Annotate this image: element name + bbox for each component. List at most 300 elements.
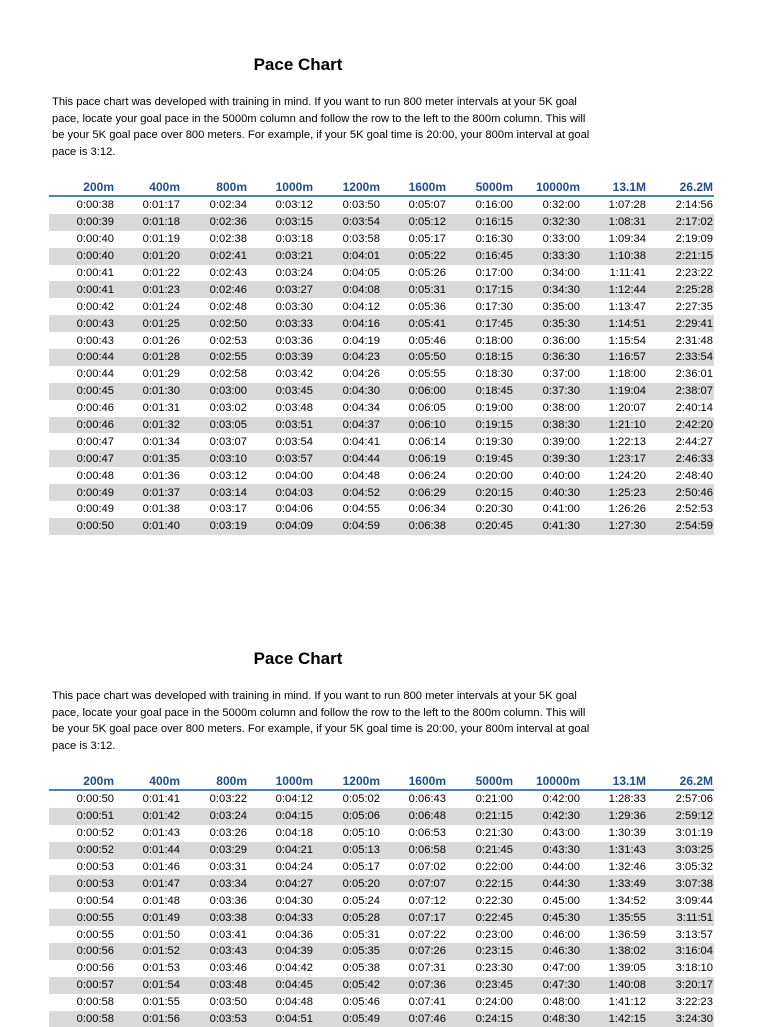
table-cell: 2:33:54 <box>647 349 714 366</box>
table-cell: 0:41:30 <box>514 518 581 535</box>
table-cell: 0:24:00 <box>475 996 513 1009</box>
table-cell: 0:04:39 <box>248 943 314 960</box>
table-cell: 1:28:33 <box>608 793 646 806</box>
table-cell: 0:21:30 <box>475 827 513 840</box>
table-cell: 0:37:30 <box>514 383 581 400</box>
table-cell: 0:01:38 <box>142 503 180 516</box>
table-cell: 0:05:20 <box>314 875 381 892</box>
table-cell: 0:01:44 <box>115 842 181 859</box>
table-cell: 0:19:00 <box>475 402 513 415</box>
table-cell: 0:04:06 <box>275 503 313 516</box>
table-row <box>49 943 714 960</box>
table-cell: 0:03:24 <box>181 808 248 825</box>
table-cell: 0:04:19 <box>342 334 380 347</box>
table-cell: 0:38:00 <box>542 402 580 415</box>
table-cell: 0:04:30 <box>275 894 313 907</box>
column-header: 1600m <box>381 773 447 790</box>
table-cell: 0:44:30 <box>514 875 581 892</box>
column-header: 400m <box>115 179 181 196</box>
table-cell: 0:02:58 <box>209 368 247 381</box>
table-row <box>49 484 714 501</box>
intro-line: pace is 3:12. <box>52 740 116 753</box>
table-cell: 0:05:07 <box>408 199 446 212</box>
intro-line: be your 5K goal pace over 800 meters. For example, if your 5K goal time is 20:00, your 800m interval at goal <box>52 723 590 736</box>
table-cell: 0:03:14 <box>181 484 248 501</box>
table-cell: 0:03:57 <box>248 450 314 467</box>
table-cell: 0:04:27 <box>248 875 314 892</box>
table-cell: 0:05:22 <box>381 248 447 265</box>
table-cell: 0:04:48 <box>275 996 313 1009</box>
table-cell: 1:30:39 <box>608 827 646 840</box>
table-cell: 1:19:04 <box>581 383 647 400</box>
table-row <box>49 909 714 926</box>
table-cell: 0:04:08 <box>314 281 381 298</box>
table-row <box>49 383 714 400</box>
column-header: 5000m <box>447 179 514 196</box>
table-cell: 3:11:51 <box>647 909 714 926</box>
table-cell: 0:02:55 <box>181 349 248 366</box>
column-header: 1200m <box>314 179 381 196</box>
table-cell: 0:20:30 <box>475 503 513 516</box>
table-cell: 2:23:22 <box>675 267 713 279</box>
table-cell: 0:04:36 <box>275 928 313 941</box>
table-cell: 0:00:55 <box>49 909 115 926</box>
table-cell: 2:57:06 <box>675 793 713 806</box>
table-cell: 0:32:00 <box>542 199 580 212</box>
table-cell: 0:01:24 <box>142 300 180 313</box>
table-cell: 0:22:15 <box>447 875 514 892</box>
table-cell: 0:04:23 <box>314 349 381 366</box>
table-cell: 1:18:00 <box>608 368 646 381</box>
table-cell: 0:04:15 <box>248 808 314 825</box>
table-cell: 0:03:18 <box>275 233 313 246</box>
table-cell: 0:37:00 <box>542 368 580 381</box>
table-cell: 0:03:45 <box>248 383 314 400</box>
table-row <box>49 281 714 298</box>
table-cell: 0:01:37 <box>115 484 181 501</box>
intro-line: pace is 3:12. <box>52 146 116 159</box>
table-cell: 0:01:43 <box>142 827 180 840</box>
table-cell: 0:02:46 <box>181 281 248 298</box>
table-cell: 0:03:00 <box>181 383 248 400</box>
table-row <box>49 875 714 892</box>
table-cell: 3:22:23 <box>675 996 713 1009</box>
table-cell: 0:04:21 <box>248 842 314 859</box>
column-header: 1200m <box>314 773 381 790</box>
table-row <box>49 265 714 282</box>
table-cell: 0:00:41 <box>76 267 114 279</box>
table-cell: 3:20:17 <box>647 977 714 994</box>
table-cell: 0:04:34 <box>342 402 380 415</box>
table-cell: 0:02:38 <box>209 233 247 246</box>
table-cell: 0:06:53 <box>408 827 446 840</box>
table-cell: 0:03:41 <box>209 928 247 941</box>
table-cell: 0:33:30 <box>514 248 581 265</box>
table-cell: 0:05:41 <box>381 315 447 332</box>
table-cell: 0:06:43 <box>408 793 446 806</box>
table-cell: 0:06:34 <box>408 503 446 516</box>
table-cell: 0:04:59 <box>314 518 381 535</box>
pace-table <box>49 179 714 535</box>
table-cell: 0:01:52 <box>115 943 181 960</box>
table-cell: 0:17:45 <box>447 315 514 332</box>
table-cell: 0:00:41 <box>49 281 115 298</box>
column-header: 1000m <box>248 773 314 790</box>
table-cell: 0:00:57 <box>49 977 115 994</box>
table-cell: 1:23:17 <box>581 450 647 467</box>
table-cell: 0:04:03 <box>248 484 314 501</box>
table-cell: 3:24:30 <box>647 1011 714 1027</box>
table-cell: 1:24:20 <box>608 469 646 482</box>
table-cell: 0:01:50 <box>142 928 180 941</box>
table-row <box>49 825 714 842</box>
table-row <box>49 859 714 876</box>
table-cell: 2:21:15 <box>647 248 714 265</box>
table-row <box>49 349 714 366</box>
table-cell: 0:05:13 <box>314 842 381 859</box>
table-cell: 1:35:55 <box>581 909 647 926</box>
table-cell: 0:45:30 <box>514 909 581 926</box>
table-cell: 1:36:59 <box>608 928 646 941</box>
table-cell: 0:40:30 <box>514 484 581 501</box>
table-cell: 0:05:55 <box>408 368 446 381</box>
table-cell: 1:12:44 <box>581 281 647 298</box>
table-cell: 2:52:53 <box>675 503 713 516</box>
table-cell: 0:05:49 <box>314 1011 381 1027</box>
table-cell: 0:04:37 <box>314 417 381 434</box>
table-cell: 0:03:24 <box>275 267 313 279</box>
table-cell: 0:16:45 <box>447 248 514 265</box>
table-cell: 0:02:36 <box>181 214 248 231</box>
page-title: Pace Chart <box>253 649 343 668</box>
table-cell: 0:01:40 <box>115 518 181 535</box>
table-cell: 1:25:23 <box>581 484 647 501</box>
table-cell: 0:01:34 <box>142 435 180 448</box>
table-cell: 0:44:00 <box>542 861 580 873</box>
table-cell: 0:00:47 <box>49 450 115 467</box>
table-cell: 0:01:55 <box>142 996 180 1009</box>
table-cell: 0:01:35 <box>115 450 181 467</box>
table-cell: 0:02:34 <box>209 199 247 212</box>
table-cell: 0:01:41 <box>142 793 180 806</box>
table-cell: 0:01:32 <box>115 417 181 434</box>
table-cell: 2:25:28 <box>647 281 714 298</box>
table-cell: 0:00:42 <box>76 300 114 313</box>
table-cell: 1:15:54 <box>608 334 646 347</box>
table-cell: 0:20:15 <box>447 484 514 501</box>
table-cell: 0:04:16 <box>314 315 381 332</box>
table-cell: 0:03:02 <box>209 402 247 415</box>
table-cell: 2:31:48 <box>675 334 713 347</box>
table-cell: 0:07:07 <box>381 875 447 892</box>
table-cell: 0:35:30 <box>514 315 581 332</box>
table-row <box>49 518 714 535</box>
table-row <box>49 977 714 994</box>
table-row <box>49 926 714 943</box>
table-cell: 0:01:36 <box>142 469 180 482</box>
table-cell: 0:05:35 <box>314 943 381 960</box>
table-cell: 0:03:36 <box>209 894 247 907</box>
table-cell: 1:34:52 <box>608 894 646 907</box>
table-cell: 0:03:34 <box>181 875 248 892</box>
column-header: 13.1M <box>581 773 647 790</box>
table-cell: 0:00:49 <box>76 503 114 516</box>
table-cell: 1:14:51 <box>581 315 647 332</box>
table-cell: 0:05:02 <box>342 793 380 806</box>
table-cell: 0:05:26 <box>408 267 446 279</box>
table-row <box>49 214 714 231</box>
table-cell: 0:00:46 <box>76 402 114 415</box>
table-cell: 0:01:46 <box>142 861 180 873</box>
table-cell: 0:06:48 <box>381 808 447 825</box>
table-cell: 0:00:50 <box>76 793 114 806</box>
table-cell: 0:21:45 <box>447 842 514 859</box>
column-header: 1000m <box>248 179 314 196</box>
table-cell: 0:01:48 <box>142 894 180 907</box>
table-cell: 0:06:29 <box>381 484 447 501</box>
column-header: 10000m <box>514 179 581 196</box>
table-cell: 0:05:46 <box>408 334 446 347</box>
table-cell: 0:05:24 <box>342 894 380 907</box>
table-cell: 0:04:44 <box>314 450 381 467</box>
table-cell: 0:40:00 <box>542 469 580 482</box>
table-cell: 0:17:30 <box>475 300 513 313</box>
table-cell: 0:06:58 <box>381 842 447 859</box>
column-header: 800m <box>181 773 248 790</box>
table-cell: 0:47:00 <box>542 962 580 975</box>
table-cell: 1:38:02 <box>581 943 647 960</box>
intro-paragraph <box>52 94 642 161</box>
table-cell: 0:04:45 <box>248 977 314 994</box>
table-cell: 0:45:00 <box>542 894 580 907</box>
table-cell: 0:04:09 <box>248 518 314 535</box>
table-row <box>49 790 714 808</box>
table-cell: 1:08:31 <box>581 214 647 231</box>
table-cell: 0:03:12 <box>209 469 247 482</box>
table-cell: 3:18:10 <box>675 962 713 975</box>
table-row <box>49 433 714 450</box>
table-cell: 0:00:43 <box>49 315 115 332</box>
table-cell: 0:03:05 <box>181 417 248 434</box>
table-cell: 0:36:00 <box>542 334 580 347</box>
table-cell: 0:22:00 <box>475 861 513 873</box>
table-cell: 0:48:00 <box>542 996 580 1009</box>
table-cell: 0:07:46 <box>381 1011 447 1027</box>
intro-line: be your 5K goal pace over 800 meters. For example, if your 5K goal time is 20:00, your 800m interval at goal <box>52 129 590 142</box>
table-cell: 0:04:00 <box>275 469 313 482</box>
table-cell: 0:03:54 <box>314 214 381 231</box>
table-cell: 0:00:40 <box>76 233 114 246</box>
table-cell: 0:00:48 <box>76 469 114 482</box>
table-cell: 1:31:43 <box>581 842 647 859</box>
column-header: 1600m <box>381 179 447 196</box>
table-cell: 0:01:18 <box>115 214 181 231</box>
table-cell: 1:10:38 <box>581 248 647 265</box>
table-cell: 0:04:48 <box>342 469 380 482</box>
table-cell: 1:40:08 <box>581 977 647 994</box>
table-cell: 0:04:30 <box>314 383 381 400</box>
table-row <box>49 315 714 332</box>
table-cell: 2:40:14 <box>675 402 713 415</box>
table-cell: 0:00:53 <box>49 875 115 892</box>
table-cell: 2:59:12 <box>647 808 714 825</box>
table-cell: 0:00:47 <box>76 435 114 448</box>
table-row <box>49 1011 714 1027</box>
table-cell: 0:06:38 <box>381 518 447 535</box>
table-cell: 0:39:00 <box>542 435 580 448</box>
table-cell: 0:38:30 <box>514 417 581 434</box>
table-cell: 0:33:00 <box>542 233 580 246</box>
table-cell: 0:01:22 <box>142 267 180 279</box>
table-cell: 0:07:26 <box>381 943 447 960</box>
table-cell: 0:05:36 <box>408 300 446 313</box>
table-cell: 0:01:20 <box>115 248 181 265</box>
table-cell: 0:23:15 <box>447 943 514 960</box>
table-cell: 0:01:47 <box>115 875 181 892</box>
table-cell: 0:22:45 <box>447 909 514 926</box>
table-cell: 1:07:28 <box>608 199 646 212</box>
table-cell: 0:05:31 <box>381 281 447 298</box>
table-cell: 0:05:17 <box>342 861 380 873</box>
table-cell: 0:01:56 <box>115 1011 181 1027</box>
column-header: 200m <box>49 179 115 196</box>
table-cell: 0:05:10 <box>342 827 380 840</box>
table-cell: 0:03:42 <box>275 368 313 381</box>
table-cell: 2:44:27 <box>675 435 713 448</box>
table-cell: 0:00:52 <box>49 842 115 859</box>
table-cell: 0:21:00 <box>475 793 513 806</box>
table-cell: 0:06:05 <box>408 402 446 415</box>
table-cell: 2:50:46 <box>647 484 714 501</box>
table-cell: 0:07:02 <box>408 861 446 873</box>
table-cell: 0:04:26 <box>342 368 380 381</box>
table-cell: 0:06:19 <box>381 450 447 467</box>
table-cell: 0:03:07 <box>209 435 247 448</box>
table-row <box>49 808 714 825</box>
table-row <box>49 994 714 1011</box>
table-cell: 3:09:44 <box>675 894 713 907</box>
table-cell: 0:03:17 <box>209 503 247 516</box>
table-cell: 1:09:34 <box>608 233 646 246</box>
table-row <box>49 450 714 467</box>
table-cell: 0:02:50 <box>181 315 248 332</box>
table-cell: 3:07:38 <box>647 875 714 892</box>
table-cell: 0:07:22 <box>408 928 446 941</box>
table-row <box>49 467 714 484</box>
table-row <box>49 366 714 383</box>
table-cell: 0:07:36 <box>381 977 447 994</box>
table-cell: 0:01:23 <box>115 281 181 298</box>
table-cell: 0:18:45 <box>447 383 514 400</box>
table-cell: 0:01:30 <box>115 383 181 400</box>
table-cell: 0:17:15 <box>447 281 514 298</box>
table-cell: 0:00:56 <box>76 962 114 975</box>
table-cell: 0:07:12 <box>408 894 446 907</box>
intro-line: pace, locate your goal pace in the 5000m column and follow the row to the left to the 800m column. This will <box>52 112 586 125</box>
table-cell: 0:06:14 <box>408 435 446 448</box>
table-cell: 0:03:54 <box>275 435 313 448</box>
table-cell: 0:22:30 <box>475 894 513 907</box>
table-cell: 0:04:41 <box>342 435 380 448</box>
table-cell: 0:04:01 <box>314 248 381 265</box>
table-cell: 0:04:18 <box>275 827 313 840</box>
table-cell: 2:29:41 <box>647 315 714 332</box>
table-cell: 0:03:51 <box>248 417 314 434</box>
table-cell: 1:22:13 <box>608 435 646 448</box>
table-cell: 0:00:44 <box>49 349 115 366</box>
table-cell: 0:43:30 <box>514 842 581 859</box>
table-cell: 0:03:46 <box>209 962 247 975</box>
column-header: 10000m <box>514 773 581 790</box>
table-cell: 0:03:50 <box>209 996 247 1009</box>
table-cell: 1:27:30 <box>581 518 647 535</box>
table-cell: 0:00:39 <box>49 214 115 231</box>
table-cell: 0:34:30 <box>514 281 581 298</box>
table-cell: 0:01:25 <box>115 315 181 332</box>
table-cell: 0:16:30 <box>475 233 513 246</box>
table-cell: 0:48:30 <box>514 1011 581 1027</box>
table-cell: 1:39:05 <box>608 962 646 975</box>
column-header: 200m <box>49 773 115 790</box>
table-cell: 1:16:57 <box>581 349 647 366</box>
table-cell: 2:27:35 <box>675 300 713 313</box>
table-cell: 0:05:28 <box>314 909 381 926</box>
table-row <box>49 892 714 909</box>
table-cell: 0:34:00 <box>542 267 580 279</box>
table-cell: 0:01:31 <box>142 402 180 415</box>
table-cell: 0:01:53 <box>142 962 180 975</box>
table-cell: 0:01:28 <box>115 349 181 366</box>
table-cell: 0:00:54 <box>76 894 114 907</box>
table-row <box>49 298 714 315</box>
column-header: 26.2M <box>647 179 714 196</box>
table-cell: 0:39:30 <box>514 450 581 467</box>
table-cell: 0:04:42 <box>275 962 313 975</box>
column-header: 26.2M <box>647 773 714 790</box>
table-cell: 1:20:07 <box>608 402 646 415</box>
table-cell: 1:13:47 <box>608 300 646 313</box>
table-cell: 0:01:42 <box>115 808 181 825</box>
table-cell: 2:46:33 <box>647 450 714 467</box>
table-cell: 0:03:31 <box>209 861 247 873</box>
table-cell: 0:03:38 <box>181 909 248 926</box>
table-cell: 0:02:41 <box>181 248 248 265</box>
table-cell: 0:02:53 <box>209 334 247 347</box>
table-cell: 0:00:52 <box>76 827 114 840</box>
table-row <box>49 196 714 214</box>
table-cell: 0:01:54 <box>115 977 181 994</box>
table-cell: 0:01:17 <box>142 199 180 212</box>
table-cell: 2:19:09 <box>675 233 713 246</box>
table-cell: 0:03:48 <box>275 402 313 415</box>
table-cell: 0:01:29 <box>142 368 180 381</box>
table-cell: 0:04:24 <box>275 861 313 873</box>
table-cell: 0:05:12 <box>381 214 447 231</box>
table-cell: 0:05:50 <box>381 349 447 366</box>
table-cell: 0:05:38 <box>342 962 380 975</box>
table-cell: 0:02:43 <box>209 267 247 279</box>
table-cell: 0:21:15 <box>447 808 514 825</box>
table-row <box>49 501 714 518</box>
table-cell: 1:32:46 <box>608 861 646 873</box>
table-cell: 3:03:25 <box>647 842 714 859</box>
table-cell: 0:03:53 <box>181 1011 248 1027</box>
table-cell: 0:00:58 <box>76 996 114 1009</box>
table-cell: 2:38:07 <box>647 383 714 400</box>
table-cell: 0:05:42 <box>314 977 381 994</box>
table-cell: 0:03:58 <box>342 233 380 246</box>
table-cell: 0:00:49 <box>49 484 115 501</box>
